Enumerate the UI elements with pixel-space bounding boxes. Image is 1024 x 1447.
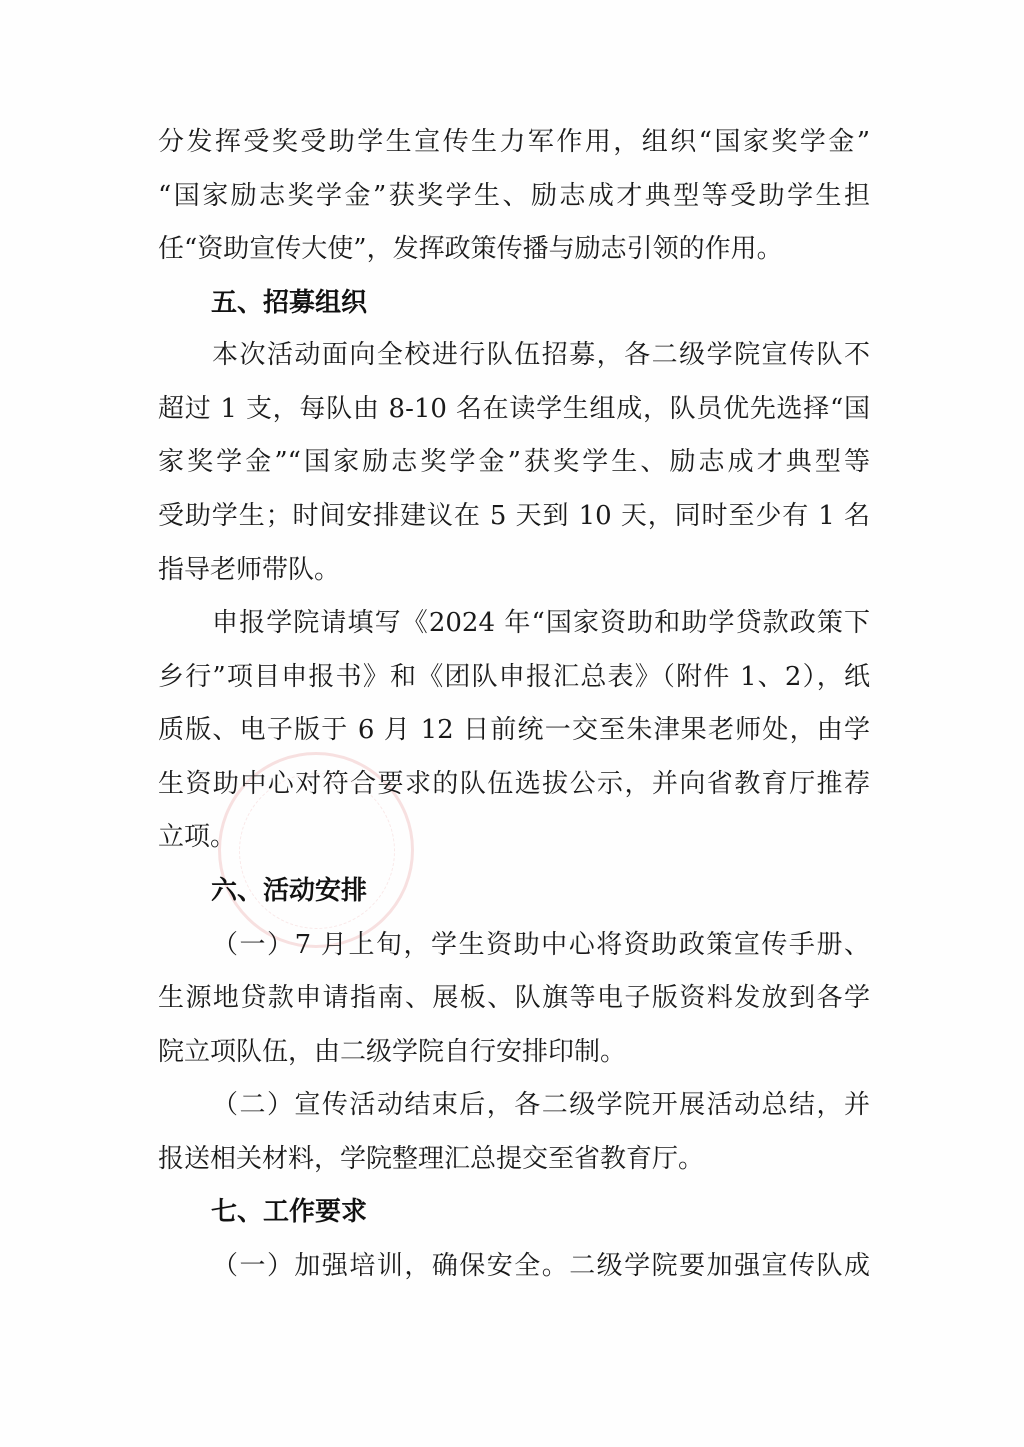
paragraph-line: 分发挥受奖受助学生宣传生力军作用，组织“国家奖学金” (158, 127, 870, 157)
paragraph-line: 受助学生；时间安排建议在 5 天到 10 天，同时至少有 1 名 (158, 501, 870, 531)
section-heading-arrangement: 六、活动安排 (211, 876, 368, 906)
paragraph-line: 质版、电子版于 6 月 12 日前统一交至朱津果老师处，由学 (158, 715, 870, 745)
paragraph-line: 报送相关材料，学院整理汇总提交至省教育厅。 (158, 1144, 705, 1174)
section-heading-requirements: 七、工作要求 (211, 1197, 368, 1227)
paragraph-line: （一）7 月上旬，学生资助中心将资助政策宣传手册、 (212, 930, 870, 960)
paragraph-line: 家奖学金”“国家励志奖学金”获奖学生、励志成才典型等 (158, 447, 870, 477)
paragraph-line: （一）加强培训，确保安全。二级学院要加强宣传队成 (212, 1251, 870, 1281)
paragraph-line: 指导老师带队。 (158, 555, 341, 585)
paragraph-line: （二）宣传活动结束后，各二级学院开展活动总结，并 (212, 1090, 870, 1120)
paragraph-line: 乡行”项目申报书》和《团队申报汇总表》（附件 1、2），纸 (158, 662, 870, 692)
paragraph-line: 立项。 (158, 822, 237, 852)
paragraph-line: “国家励志奖学金”获奖学生、励志成才典型等受助学生担 (158, 181, 870, 211)
section-heading-recruitment: 五、招募组织 (211, 288, 368, 318)
paragraph-line: 院立项队伍，由二级学院自行安排印制。 (158, 1037, 627, 1067)
paragraph-line: 申报学院请填写《2024 年“国家资助和助学贷款政策下 (212, 608, 870, 638)
paragraph-line: 生资助中心对符合要求的队伍选拔公示，并向省教育厅推荐 (158, 769, 870, 799)
paragraph-line: 任“资助宣传大使”，发挥政策传播与励志引领的作用。 (158, 234, 783, 264)
paragraph-line: 超过 1 支，每队由 8-10 名在读学生组成，队员优先选择“国 (158, 394, 870, 424)
paragraph-line: 生源地贷款申请指南、展板、队旗等电子版资料发放到各学 (158, 983, 870, 1013)
paragraph-line: 本次活动面向全校进行队伍招募，各二级学院宣传队不 (212, 340, 870, 370)
